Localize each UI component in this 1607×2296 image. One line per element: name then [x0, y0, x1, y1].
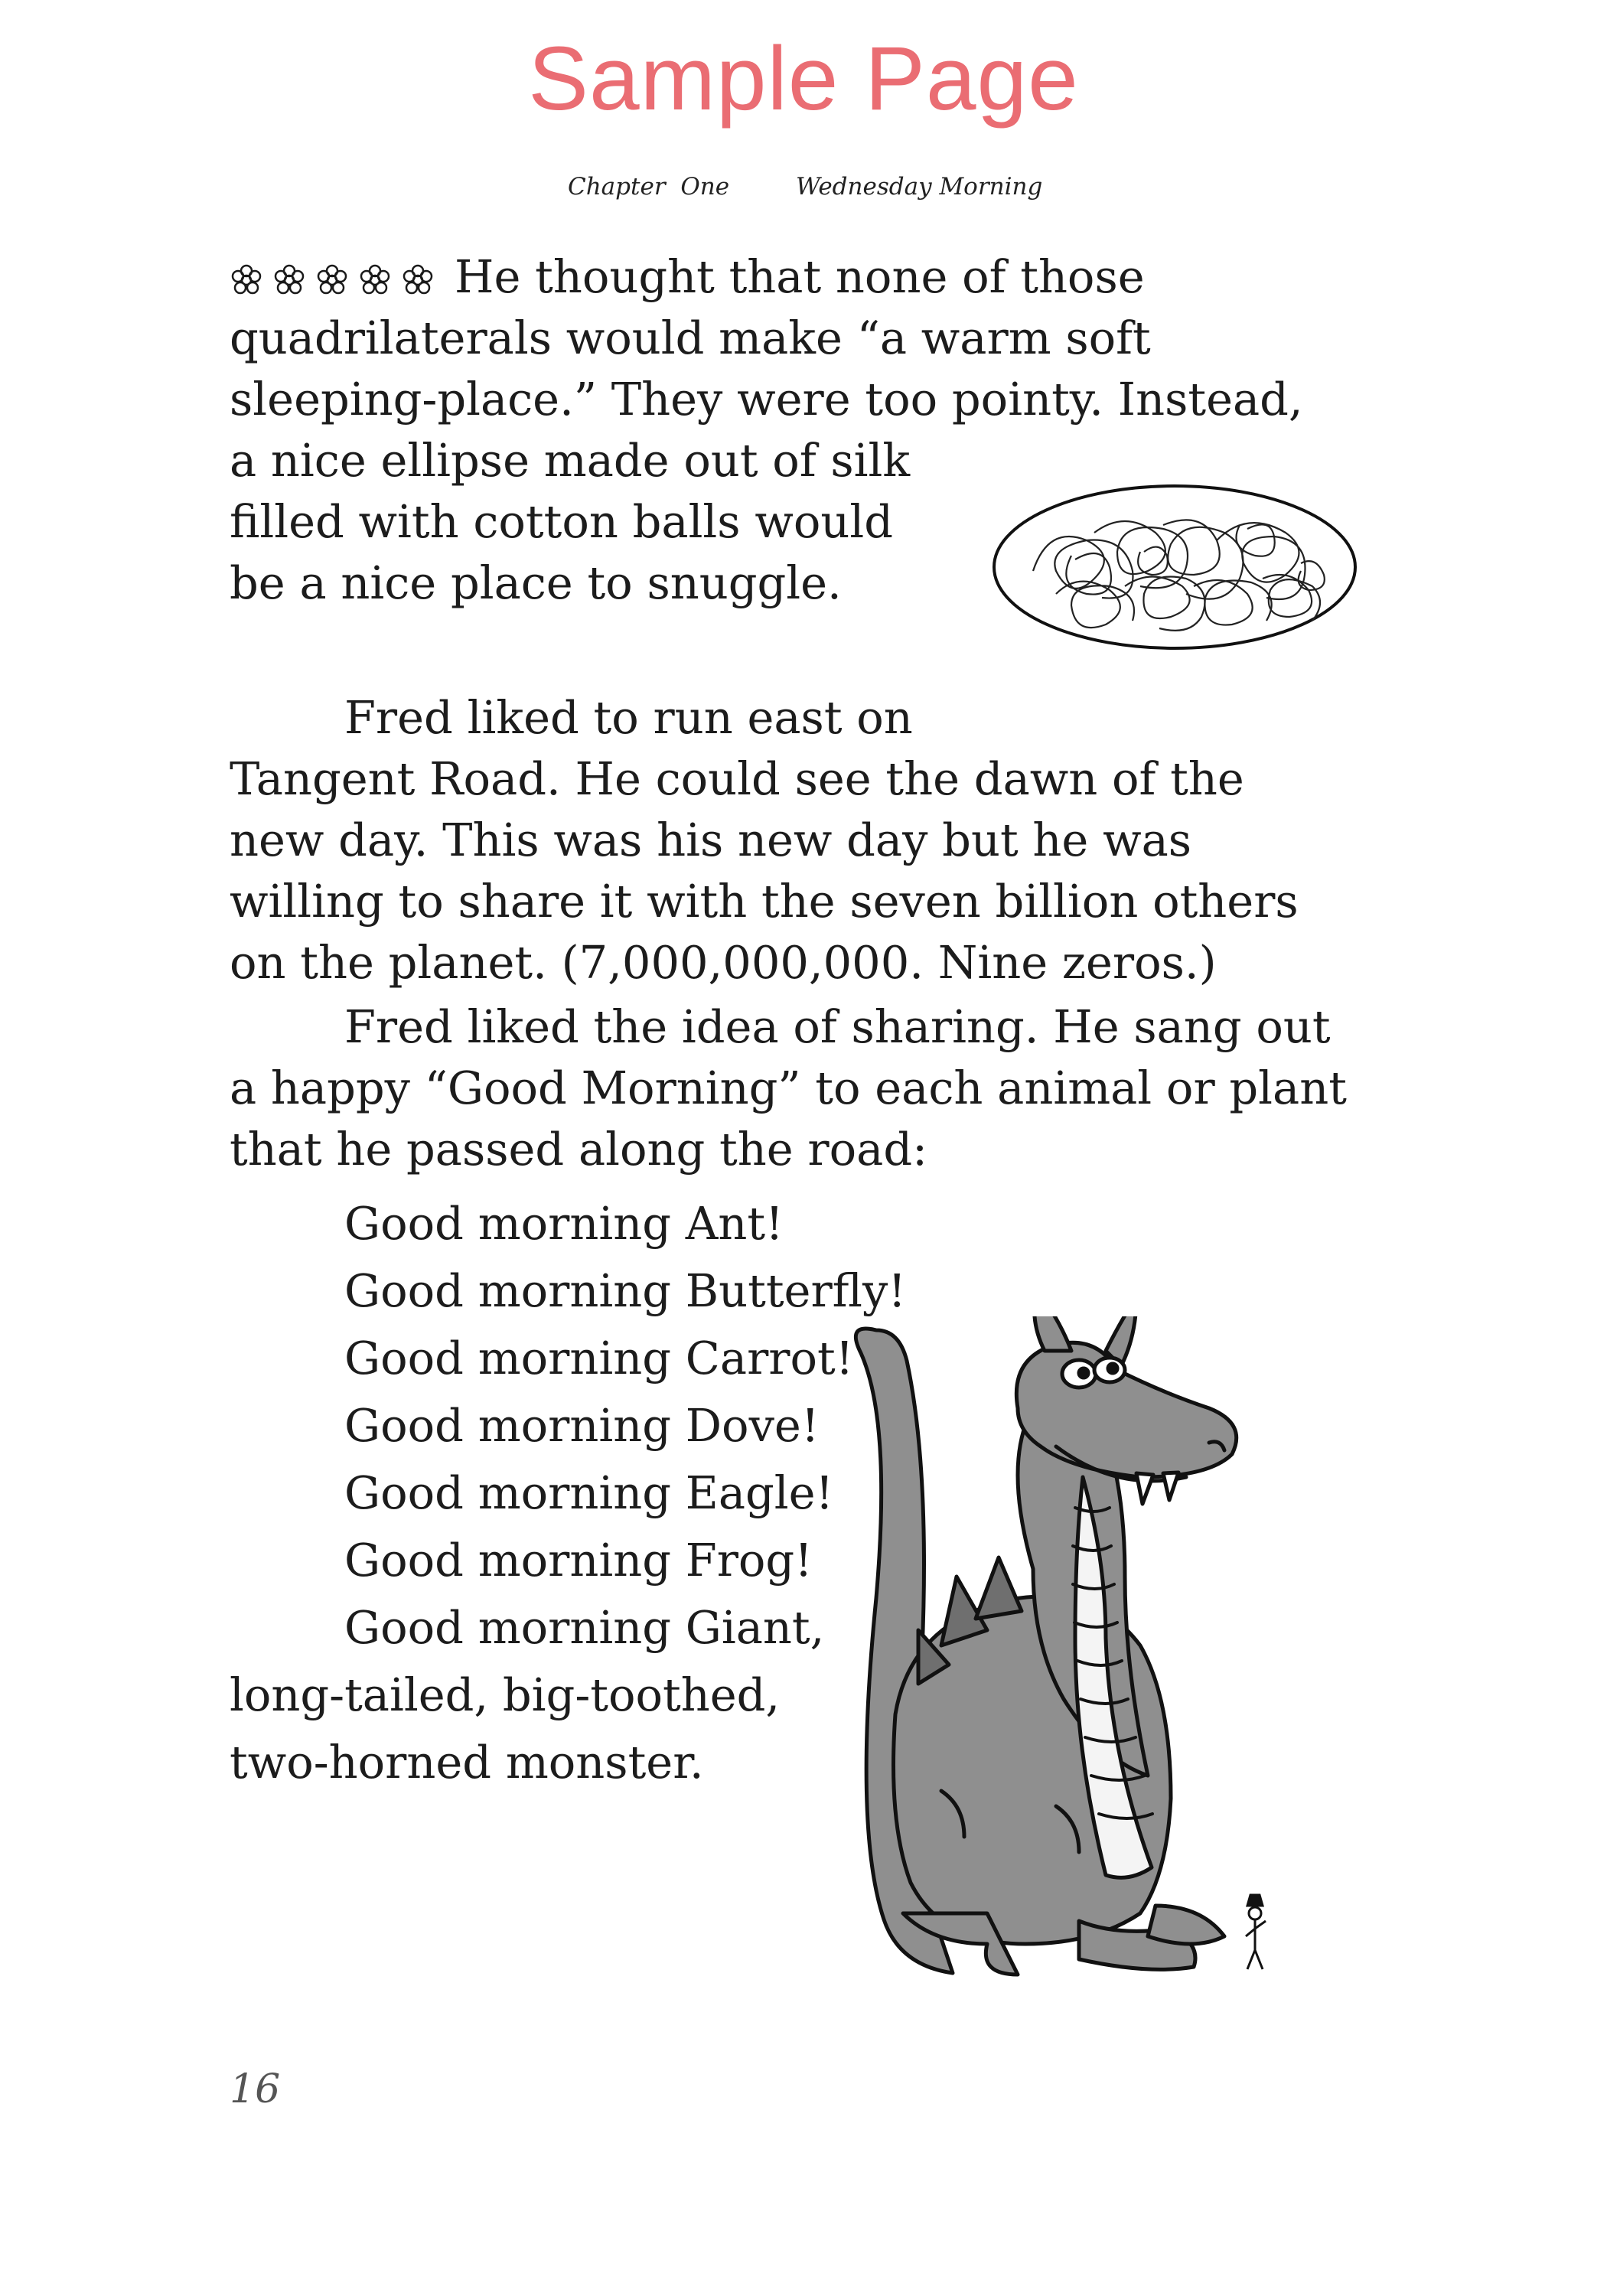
- paragraph-line: that he passed along the road:: [230, 1123, 927, 1176]
- cotton-ball-ellipse-illustration: [987, 479, 1362, 658]
- greeting-line: Good morning Dove!: [344, 1399, 820, 1452]
- greeting-line: Good morning Frog!: [344, 1534, 813, 1587]
- greetings-list: [230, 1190, 906, 1796]
- paragraph-line: sleeping-place.” They were too pointy. Instead,: [230, 373, 1303, 426]
- greeting-line: Good morning Eagle!: [344, 1466, 834, 1519]
- paragraph-line: be a nice place to snuggle.: [230, 556, 842, 609]
- paragraph-line: filled with cotton balls would: [230, 495, 893, 548]
- paragraph-tangent-road: [230, 687, 1299, 993]
- paragraph-line: quadrilaterals would make “a warm soft: [230, 311, 1151, 364]
- paragraph-line-text: He thought that none of those: [455, 250, 1145, 303]
- paragraph-line: [230, 246, 1303, 308]
- greeting-line: Good morning Butterfly!: [344, 1264, 907, 1317]
- paragraph-line: Tangent Road. He could see the dawn of the: [230, 752, 1244, 805]
- paragraph-line: Fred liked to run east on: [344, 691, 913, 744]
- chapter-label: Chapter One: [568, 173, 730, 201]
- dragon-illustration: [826, 1316, 1286, 2016]
- closing-line: long-tailed, big-toothed,: [230, 1668, 781, 1721]
- sample-page-watermark: Sample Page: [528, 28, 1079, 129]
- paragraph-line: on the planet. (7,000,000,000. Nine zeros.): [230, 936, 1217, 989]
- paragraph-line: Fred liked the idea of sharing. He sang out: [344, 1000, 1331, 1053]
- greeting-line: Good morning Ant!: [344, 1197, 784, 1250]
- paragraph-line: a nice ellipse made out of silk: [230, 434, 911, 487]
- greeting-line: Good morning Giant,: [344, 1601, 825, 1654]
- section-label: Wednesday Morning: [796, 173, 1043, 201]
- paragraph-sharing: [230, 996, 1347, 1180]
- flower-ornament-icon: [230, 263, 438, 297]
- paragraph-line: a happy “Good Morning” to each animal or plant: [230, 1062, 1347, 1114]
- paragraph-line: willing to share it with the seven billion others: [230, 875, 1299, 928]
- paragraph-line: new day. This was his new day but he was: [230, 814, 1192, 866]
- page-number: 16: [230, 2066, 281, 2112]
- greeting-line: Good morning Carrot!: [344, 1332, 854, 1384]
- closing-line: two-horned monster.: [230, 1736, 704, 1789]
- running-head: [0, 173, 1607, 204]
